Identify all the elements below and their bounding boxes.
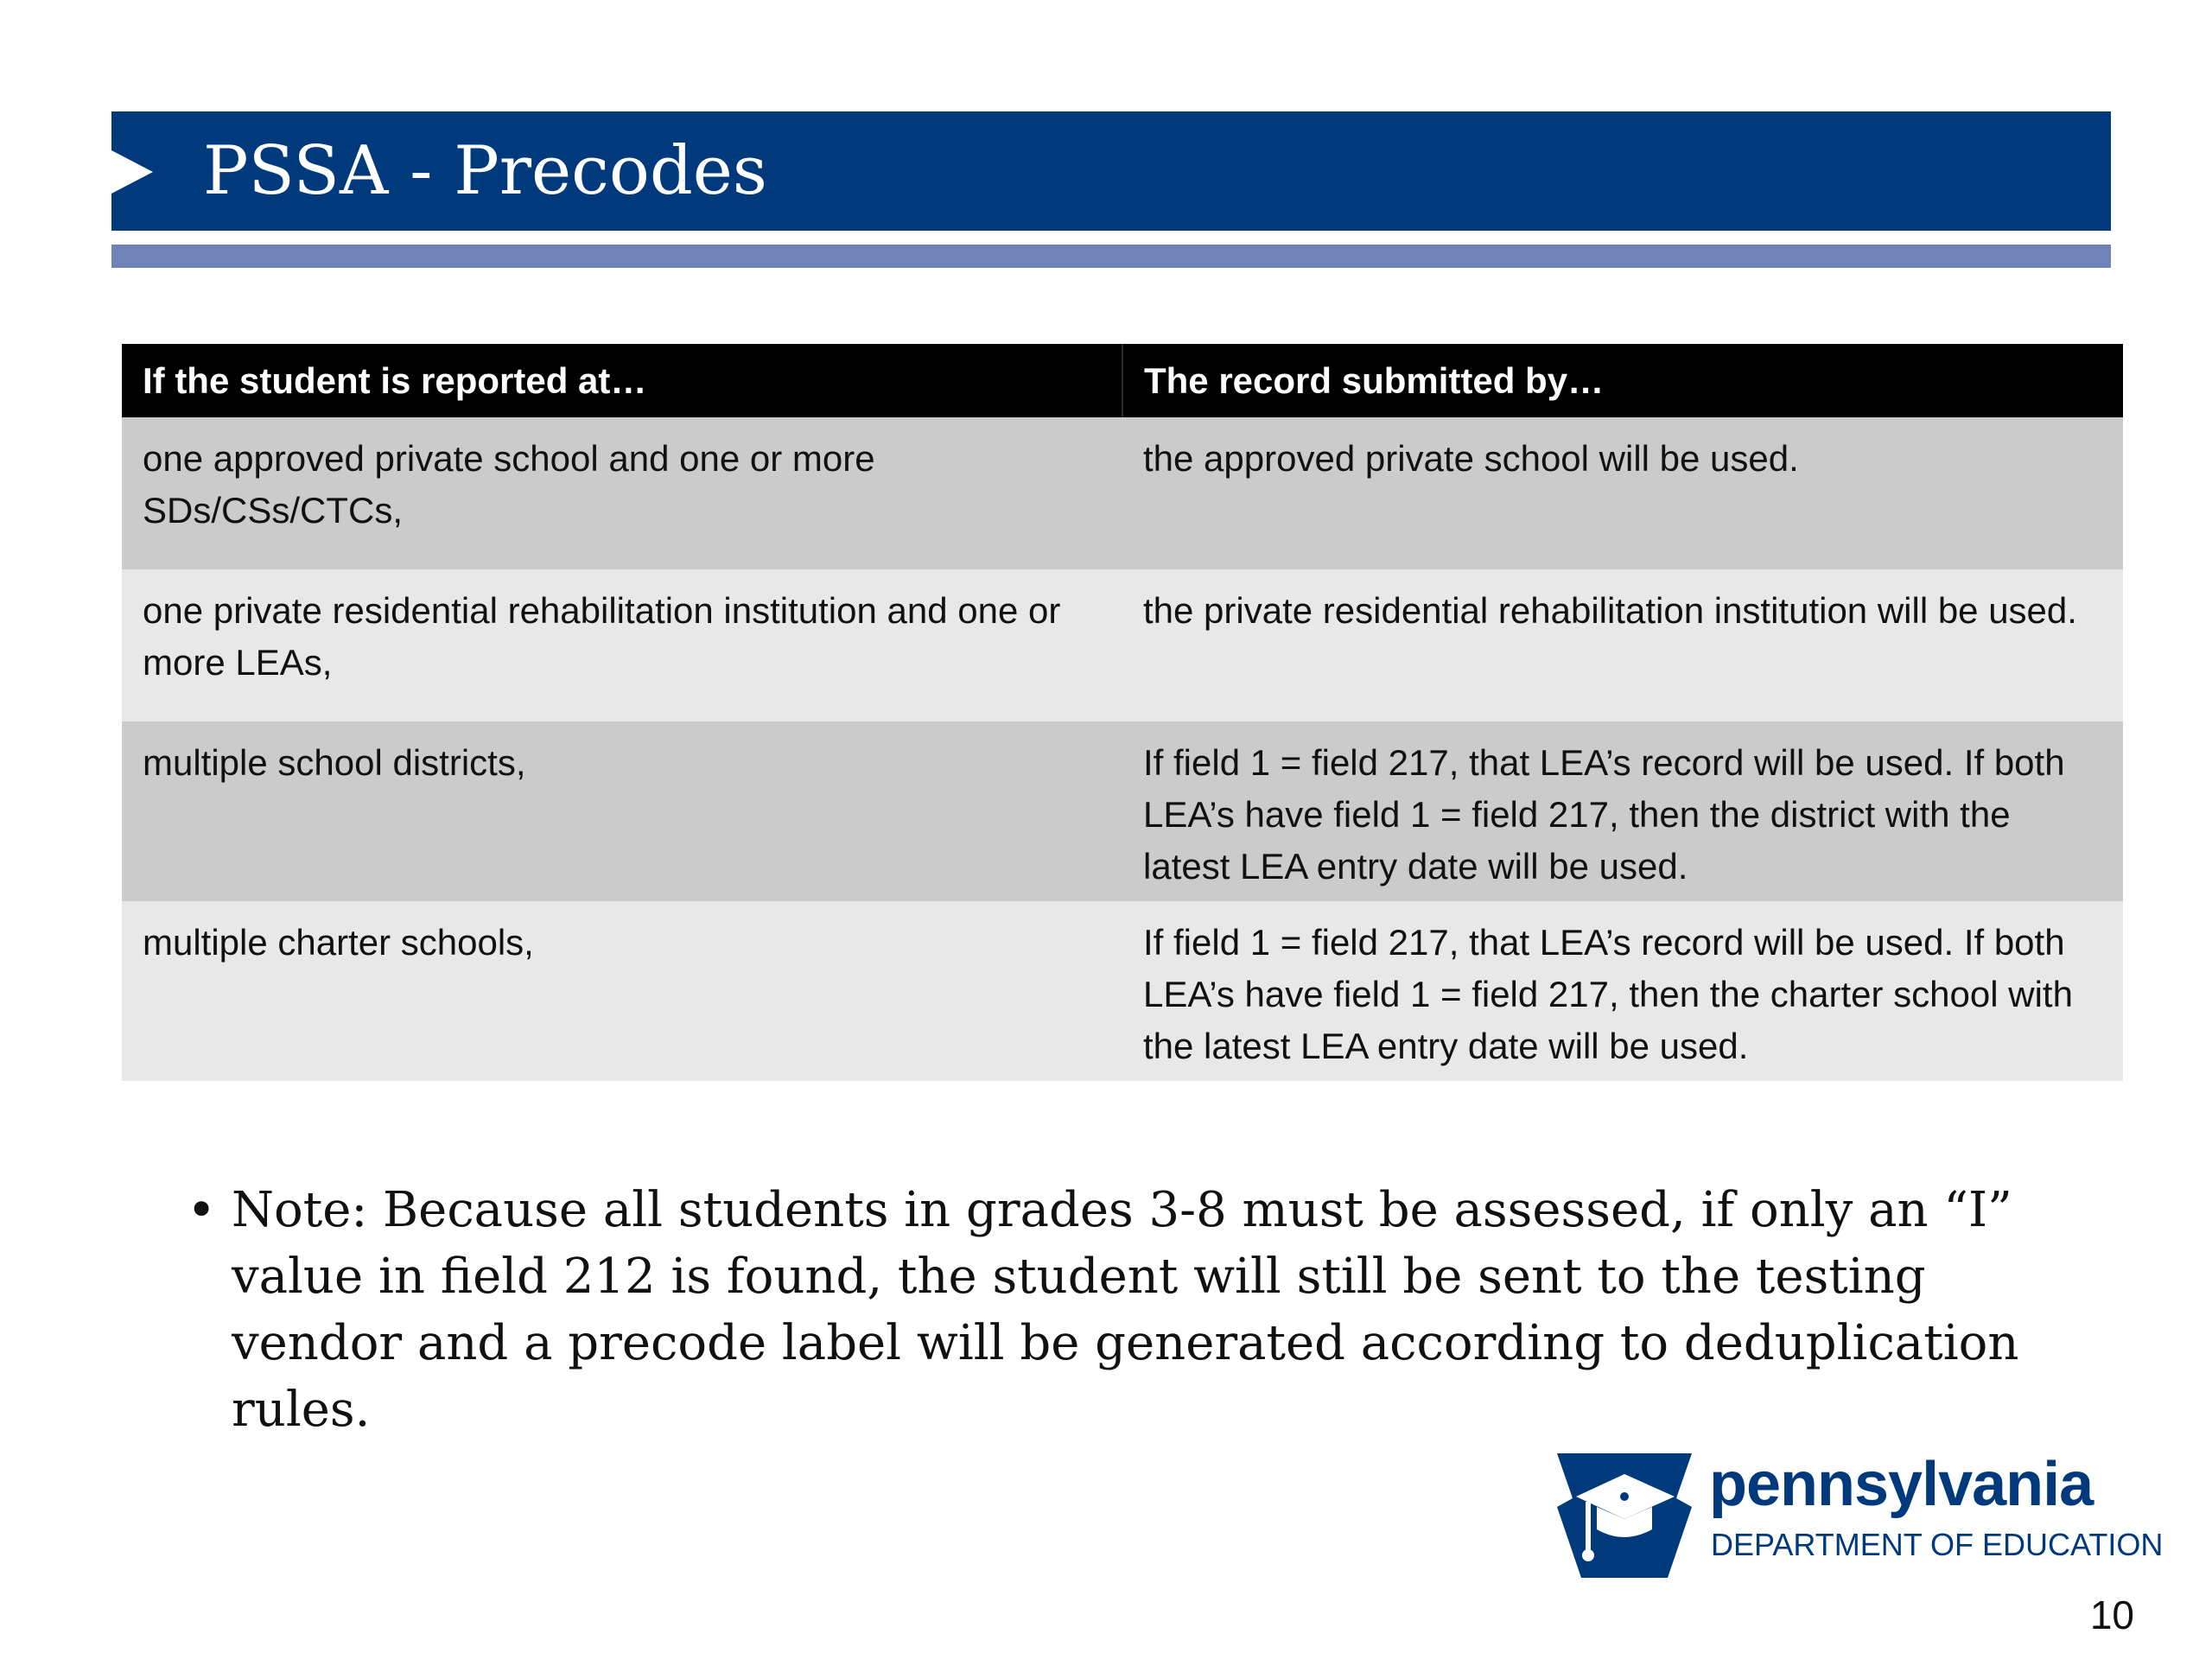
- table-row: [122, 417, 2123, 569]
- bullet-icon: •: [187, 1180, 217, 1239]
- slide-title: PSSA - Precodes: [203, 132, 767, 210]
- cell-reported-at: one private residential rehabilitation institution and one or more LEAs,: [122, 569, 1122, 721]
- table-row: [122, 721, 2123, 901]
- title-banner: [111, 111, 2111, 231]
- cell-record-used: If field 1 = field 217, that LEA’s record will be used. If both LEA’s have field 1 = field 217, then the district with the latest LEA entry date will be used.: [1122, 721, 2123, 901]
- cell-reported-at: one approved private school and one or more SDs/CSs/CTCs,: [122, 417, 1122, 569]
- page-number: 10: [2089, 1592, 2134, 1637]
- cell-record-used: If field 1 = field 217, that LEA’s record will be used. If both LEA’s have field 1 = field 217, then the charter school with the latest LEA entry date will be used.: [1122, 901, 2123, 1081]
- logo-subtitle: DEPARTMENT OF EDUCATION: [1711, 1527, 2164, 1562]
- table-header-row: [122, 344, 2123, 417]
- cell-reported-at: multiple charter schools,: [122, 901, 1122, 1081]
- cell-reported-at: multiple school districts,: [122, 721, 1122, 901]
- note-bullet-item: [187, 1177, 2053, 1443]
- cell-record-used: the approved private school will be used.: [1122, 417, 2123, 569]
- chevron-right-icon: [111, 150, 153, 194]
- header-reported-at: If the student is reported at…: [122, 344, 1122, 417]
- table-row: [122, 901, 2123, 1081]
- logo-wordmark: pennsylvania: [1709, 1450, 2094, 1519]
- header-record-submitted: The record submitted by…: [1122, 344, 2123, 417]
- precode-rules-table: [122, 344, 2123, 1081]
- keystone-mortarboard-icon: [1554, 1445, 1695, 1583]
- title-divider: [111, 245, 2111, 268]
- pa-education-logo: [1554, 1445, 2164, 1583]
- cell-record-used: the private residential rehabilitation institution will be used.: [1122, 569, 2123, 721]
- note-text: Note: Because all students in grades 3-8 must be assessed, if only an “I” value in field 212 is found, the student will still be sent to the testing vendor and a precode label will be generated according to deduplication rules.: [232, 1182, 2019, 1438]
- table-row: [122, 569, 2123, 721]
